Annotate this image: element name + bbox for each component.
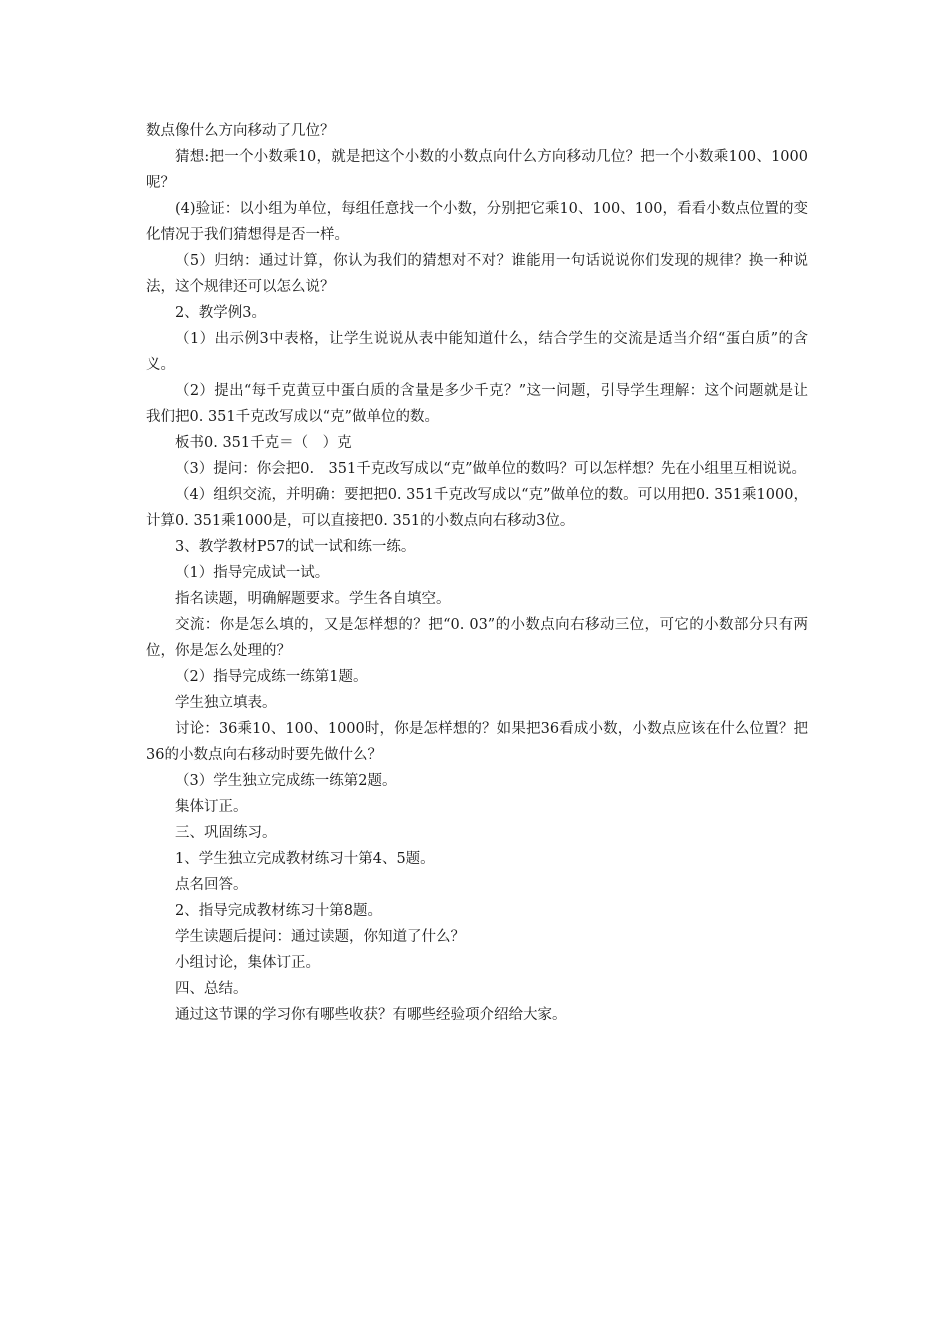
paragraph: （3）学生独立完成练一练第2题。	[175, 773, 397, 789]
paragraph: 猜想:把一个小数乘10，就是把这个小数的小数点向什么方向移动几位？把一个小数乘100、1000呢？	[146, 149, 808, 191]
paragraph: 四、总结。	[175, 981, 248, 997]
paragraph: 数点像什么方向移动了几位？	[146, 123, 335, 139]
paragraph: （3）提问：你会把0. 351千克改写成以“克”做单位的数吗？可以怎样想？先在小组里互相说说。	[175, 461, 807, 477]
paragraph: （5）归纳：通过计算，你认为我们的猜想对不对？谁能用一句话说说你们发现的规律？换一种说法，这个规律还可以怎么说？	[146, 253, 808, 295]
paragraph: 2、指导完成教材练习十第8题。	[175, 903, 382, 919]
paragraph: （1）指导完成试一试。	[175, 565, 330, 581]
paragraph: 讨论：36乘10、100、1000时，你是怎样想的？如果把36看成小数，小数点应该在什么位置？把36的小数点向右移动时要先做什么？	[146, 721, 808, 763]
document-body	[146, 118, 808, 1028]
paragraph: 1、学生独立完成教材练习十第4、5题。	[175, 851, 435, 867]
paragraph: 点名回答。	[175, 877, 248, 893]
paragraph: 学生独立填表。	[175, 695, 277, 711]
paragraph: 交流：你是怎么填的，又是怎样想的？把“0. 03”的小数点向右移动三位，可它的小数部分只有两位，你是怎么处理的？	[146, 617, 808, 659]
paragraph: 通过这节课的学习你有哪些收获？有哪些经验项介绍给大家。	[175, 1007, 567, 1023]
paragraph: 板书0. 351千克＝（ ）克	[175, 435, 352, 451]
paragraph: （2）指导完成练一练第1题。	[175, 669, 368, 685]
paragraph: （1）出示例3中表格，让学生说说从表中能知道什么，结合学生的交流是适当介绍“蛋白质”的含义。	[146, 331, 808, 373]
paragraph: 集体订正。	[175, 799, 248, 815]
paragraph: （2）提出“每千克黄豆中蛋白质的含量是多少千克？”这一问题，引导学生理解：这个问题就是让我们把0. 351千克改写成以“克”做单位的数。	[146, 383, 808, 425]
paragraph: (4)验证：以小组为单位，每组任意找一个小数，分别把它乘10、100、100，看看小数点位置的变化情况于我们猜想得是否一样。	[146, 201, 808, 243]
paragraph: 学生读题后提问：通过读题，你知道了什么？	[175, 929, 465, 945]
paragraph: 2、教学例3。	[175, 305, 266, 321]
paragraph: 3、教学教材P57的试一试和练一练。	[175, 539, 416, 555]
paragraph: 小组讨论，集体订正。	[175, 955, 320, 971]
paragraph: 三、巩固练习。	[175, 825, 277, 841]
paragraph: 指名读题，明确解题要求。学生各自填空。	[175, 591, 451, 607]
paragraph: （4）组织交流，并明确：要把把0. 351千克改写成以“克”做单位的数。可以用把0. 351乘1000，计算0. 351乘1000是，可以直接把0. 351的小数点向右移动3位。	[146, 487, 808, 529]
